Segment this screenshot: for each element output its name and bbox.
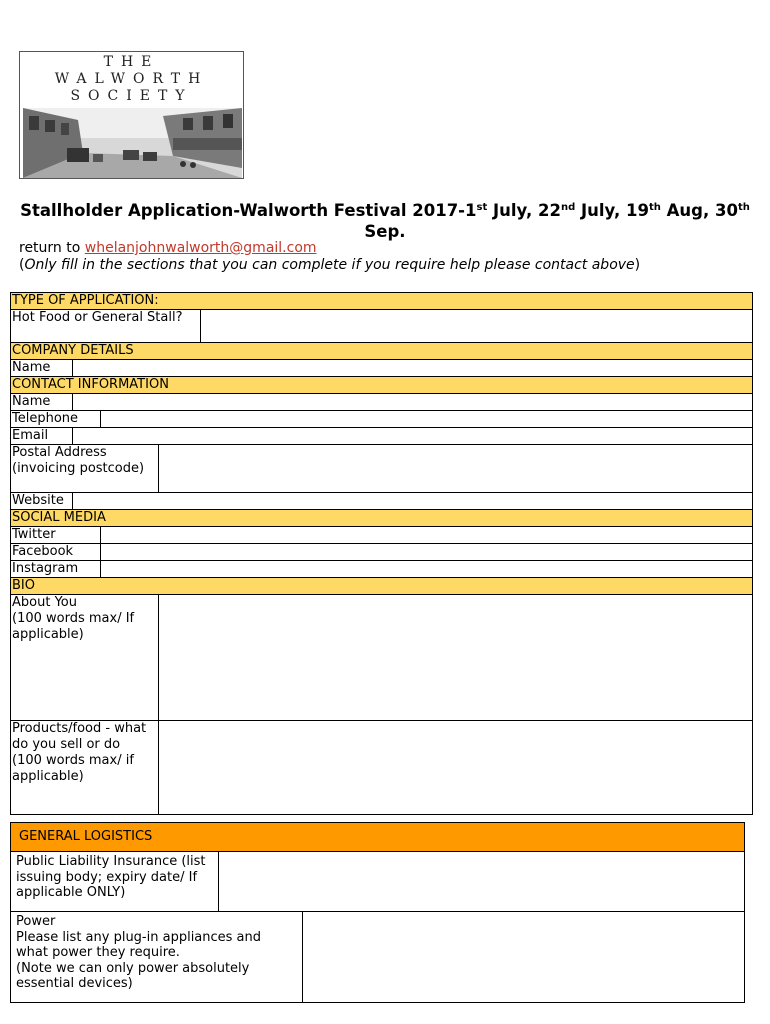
note-close-paren: ) — [634, 257, 641, 273]
title-sup-2: nd — [560, 202, 576, 213]
instagram-row — [11, 561, 753, 578]
type-of-application-header: TYPE OF APPLICATION: — [11, 293, 753, 310]
about-you-label: About You (100 words max/ If applicable) — [11, 595, 159, 721]
contact-name-label: Name — [11, 394, 73, 411]
logo-text — [20, 52, 243, 105]
note-text: Only fill in the sections that you can complete if you require help please contact above — [24, 257, 635, 273]
twitter-label: Twitter — [11, 527, 101, 544]
type-of-application-header-row — [11, 293, 753, 310]
logo-line-3: SOCIETY — [70, 88, 193, 104]
power-row — [11, 912, 745, 1003]
title-sup-3: th — [649, 202, 661, 213]
fill-note — [19, 257, 640, 274]
title-sup-1: st — [476, 202, 488, 213]
telephone-row — [11, 411, 753, 428]
insurance-field[interactable] — [219, 852, 745, 912]
title-part-2: July, 22 — [487, 201, 561, 220]
return-instruction — [19, 240, 317, 257]
general-logistics-form — [10, 822, 745, 1003]
bio-header: BIO — [11, 578, 753, 595]
postal-address-field[interactable] — [159, 445, 753, 493]
twitter-field[interactable] — [101, 527, 753, 544]
insurance-label: Public Liability Insurance (list issuing body; expiry date/ If applicable ONLY) — [11, 852, 219, 912]
title-part-3: July, 19 — [575, 201, 649, 220]
walworth-society-logo — [19, 51, 244, 179]
logo-line-1: THE — [103, 54, 160, 70]
note-open-paren: ( — [19, 257, 25, 273]
products-row — [11, 721, 753, 815]
email-field[interactable] — [73, 428, 753, 445]
title-part-5: Sep. — [364, 222, 406, 241]
contact-email-link[interactable]: whelanjohnwalworth@gmail.com — [84, 240, 317, 256]
email-row — [11, 428, 753, 445]
website-label: Website — [11, 493, 73, 510]
application-form — [10, 292, 753, 815]
twitter-row — [11, 527, 753, 544]
return-prefix: return to — [19, 240, 85, 256]
instagram-label: Instagram — [11, 561, 101, 578]
social-media-header: SOCIAL MEDIA — [11, 510, 753, 527]
power-field[interactable] — [303, 912, 745, 1003]
about-you-row — [11, 595, 753, 721]
contact-name-field[interactable] — [73, 394, 753, 411]
general-logistics-header: GENERAL LOGISTICS — [11, 823, 745, 852]
contact-information-header: CONTACT INFORMATION — [11, 377, 753, 394]
insurance-row — [11, 852, 745, 912]
company-name-field[interactable] — [73, 360, 753, 377]
title-sup-4: th — [737, 202, 750, 213]
hot-food-label: Hot Food or General Stall? — [11, 310, 201, 343]
hot-food-field[interactable] — [201, 310, 753, 343]
company-name-row — [11, 360, 753, 377]
email-label: Email — [11, 428, 73, 445]
power-label: Power Please list any plug-in appliances and what power they require. (Note we can only power absolutely essential devices) — [11, 912, 303, 1003]
title-part-4: Aug, 30 — [660, 201, 738, 220]
products-field[interactable] — [159, 721, 753, 815]
street-photo-image — [23, 108, 242, 178]
hot-food-row — [11, 310, 753, 343]
bio-header-row — [11, 578, 753, 595]
company-details-header-row — [11, 343, 753, 360]
website-row — [11, 493, 753, 510]
instagram-field[interactable] — [101, 561, 753, 578]
contact-name-row — [11, 394, 753, 411]
company-name-label: Name — [11, 360, 73, 377]
page-title — [20, 200, 750, 242]
company-details-header: COMPANY DETAILS — [11, 343, 753, 360]
logo-line-2: WALWORTH — [54, 71, 209, 87]
contact-information-header-row — [11, 377, 753, 394]
title-part-1: Stallholder Application-Walworth Festival 2017-1 — [20, 201, 477, 220]
social-media-header-row — [11, 510, 753, 527]
telephone-field[interactable] — [101, 411, 753, 428]
postal-address-label: Postal Address (invoicing postcode) — [11, 445, 159, 493]
facebook-field[interactable] — [101, 544, 753, 561]
products-label: Products/food - what do you sell or do (100 words max/ if applicable) — [11, 721, 159, 815]
general-logistics-header-row — [11, 823, 745, 852]
about-you-field[interactable] — [159, 595, 753, 721]
website-field[interactable] — [73, 493, 753, 510]
facebook-row — [11, 544, 753, 561]
telephone-label: Telephone — [11, 411, 101, 428]
postal-address-row — [11, 445, 753, 493]
facebook-label: Facebook — [11, 544, 101, 561]
